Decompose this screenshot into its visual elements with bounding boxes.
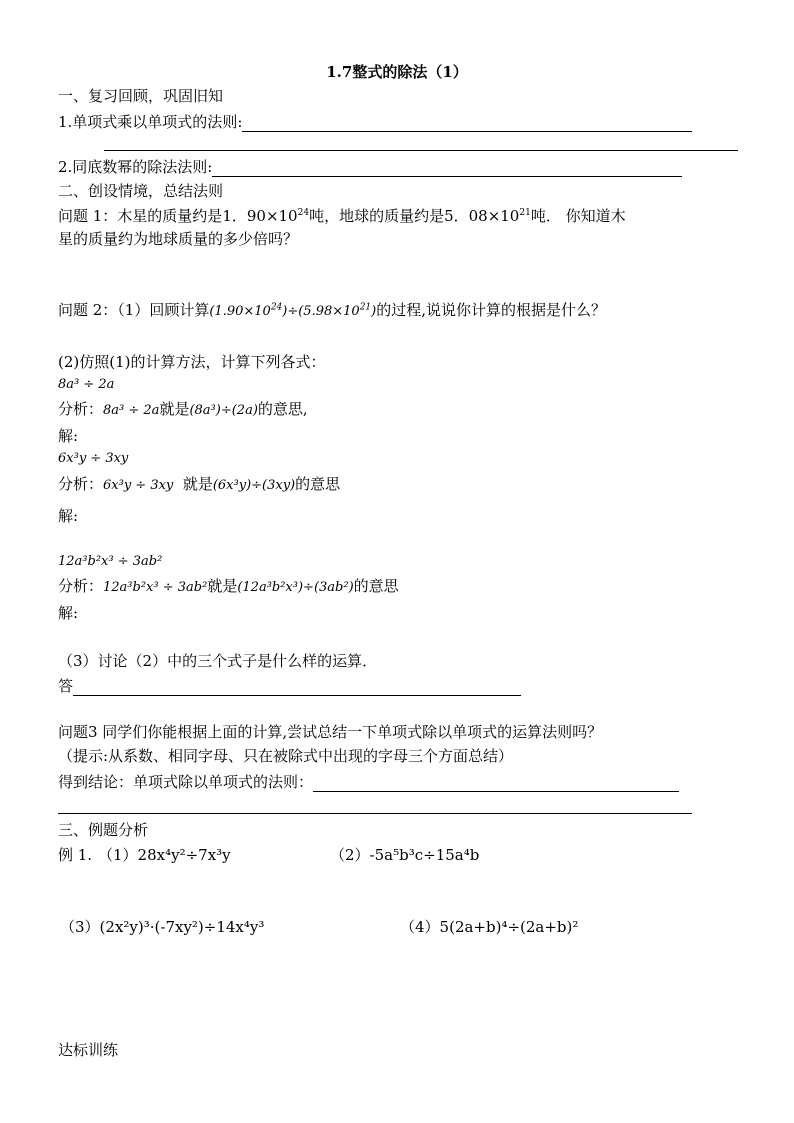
answer-blank-1[interactable] xyxy=(242,115,692,132)
problem-1-text-c: 吨． 你知道木 xyxy=(530,207,626,225)
problem-2-part-2: (2)仿照(1)的计算方法，计算下列各式： xyxy=(58,353,326,371)
question-1 xyxy=(58,112,692,132)
answer-line xyxy=(58,676,521,696)
answer-blank-1-continued[interactable] xyxy=(104,150,738,151)
answer-blank-4[interactable] xyxy=(313,775,679,792)
problem-1-line-2: 星的质量约为地球质量的多少倍吗？ xyxy=(58,230,299,248)
problem-2-expression xyxy=(209,304,376,319)
analysis-3-mid: 就是 xyxy=(207,577,238,595)
solve-label-3: 解: xyxy=(58,604,79,622)
page-title: 1.7整式的除法（1） xyxy=(326,63,468,81)
problem-1-exponent-1: 24 xyxy=(297,208,310,218)
section-1-heading: 一、复习回顾，巩固旧知 xyxy=(58,87,224,105)
conclusion-text: 得到结论：单项式除以单项式的法则： xyxy=(58,773,314,791)
example-1-label: 例 1. xyxy=(58,846,93,864)
answer-blank-4-continued[interactable] xyxy=(58,813,692,814)
solve-label-2: 解: xyxy=(58,507,79,525)
analysis-2-mid: 就是 xyxy=(182,475,213,493)
problem-2-text-a: 问题 2：（1）回顾计算 xyxy=(58,301,210,319)
expr-part-b: )÷(5.98×10 xyxy=(282,304,360,319)
section-4-heading: 达标训练 xyxy=(58,1041,119,1059)
analysis-label: 分析： xyxy=(58,475,104,493)
analysis-1-expr2: (8a³)÷(2a) xyxy=(189,403,258,418)
answer-blank-3[interactable] xyxy=(73,679,521,696)
answer-label: 答 xyxy=(58,677,74,695)
example-1-item-1: （1）28x⁴y²÷7x³y xyxy=(98,846,231,864)
expression-2: 6x³y ÷ 3xy xyxy=(58,451,129,466)
question-2 xyxy=(58,157,682,177)
problem-1-text-a: 问题 1：木星的质量约是1．90×10 xyxy=(58,207,298,225)
analysis-2-end: 的意思 xyxy=(295,475,341,493)
answer-blank-2[interactable] xyxy=(212,160,682,177)
example-1-item-4: （4）5(2a+b)⁴÷(2a+b)² xyxy=(400,918,579,936)
problem-2-text-b: 的过程,说说你计算的根据是什么？ xyxy=(376,301,606,319)
problem-2 xyxy=(58,300,606,322)
analysis-3-expr2: (12a³b²x³)÷(3ab²) xyxy=(237,580,354,595)
analysis-1-end: 的意思, xyxy=(257,400,308,418)
problem-3-line-1: 问题3 同学们你能根据上面的计算,尝试总结一下单项式除以单项式的运算法则吗？ xyxy=(58,723,603,741)
analysis-1-expr: 8a³ ÷ 2a xyxy=(103,403,160,418)
section-3-heading: 三、例题分析 xyxy=(58,821,149,839)
question-2-text: 2.同底数幂的除法法则: xyxy=(58,158,213,176)
expr-exp-1: 24 xyxy=(270,302,283,313)
problem-1-line-1 xyxy=(58,206,626,226)
problem-1-exponent-2: 21 xyxy=(519,208,531,218)
expression-1: 8a³ ÷ 2a xyxy=(58,377,115,392)
question-1-text: 1.单项式乘以单项式的法则: xyxy=(58,113,243,131)
analysis-label: 分析： xyxy=(58,400,104,418)
problem-3-line-3 xyxy=(58,772,679,792)
expr-part-c: ) xyxy=(371,304,377,319)
analysis-2-expr: 6x³y ÷ 3xy xyxy=(103,478,174,493)
example-1-item-3: （3）(2x²y)³·(-7xy²)÷14x⁴y³ xyxy=(60,918,265,936)
analysis-2-expr2: (6x³y)÷(3xy) xyxy=(212,478,296,493)
problem-3-line-2: （提示:从系数、相同字母、只在被除式中出现的字母三个方面总结） xyxy=(58,747,514,765)
problem-2-part-3: （3）讨论（2）中的三个式子是什么样的运算． xyxy=(58,652,378,670)
expr-exp-2: 21 xyxy=(359,302,372,313)
expr-part-a: (1.90×10 xyxy=(209,304,271,319)
analysis-2 xyxy=(58,474,340,496)
solve-label-1: 解: xyxy=(58,427,79,445)
analysis-label: 分析： xyxy=(58,577,104,595)
analysis-1-mid: 就是 xyxy=(159,400,190,418)
analysis-3-expr: 12a³b²x³ ÷ 3ab² xyxy=(103,580,208,595)
expression-3: 12a³b²x³ ÷ 3ab² xyxy=(58,554,163,569)
example-1-item-2: （2）-5a⁵b³c÷15a⁴b xyxy=(330,846,480,864)
section-2-heading: 二、创设情境，总结法则 xyxy=(58,182,224,200)
analysis-3-end: 的意思 xyxy=(353,577,399,595)
analysis-1 xyxy=(58,399,308,421)
analysis-3 xyxy=(58,576,399,598)
problem-1-text-b: 吨，地球的质量约是5．08×10 xyxy=(309,207,520,225)
